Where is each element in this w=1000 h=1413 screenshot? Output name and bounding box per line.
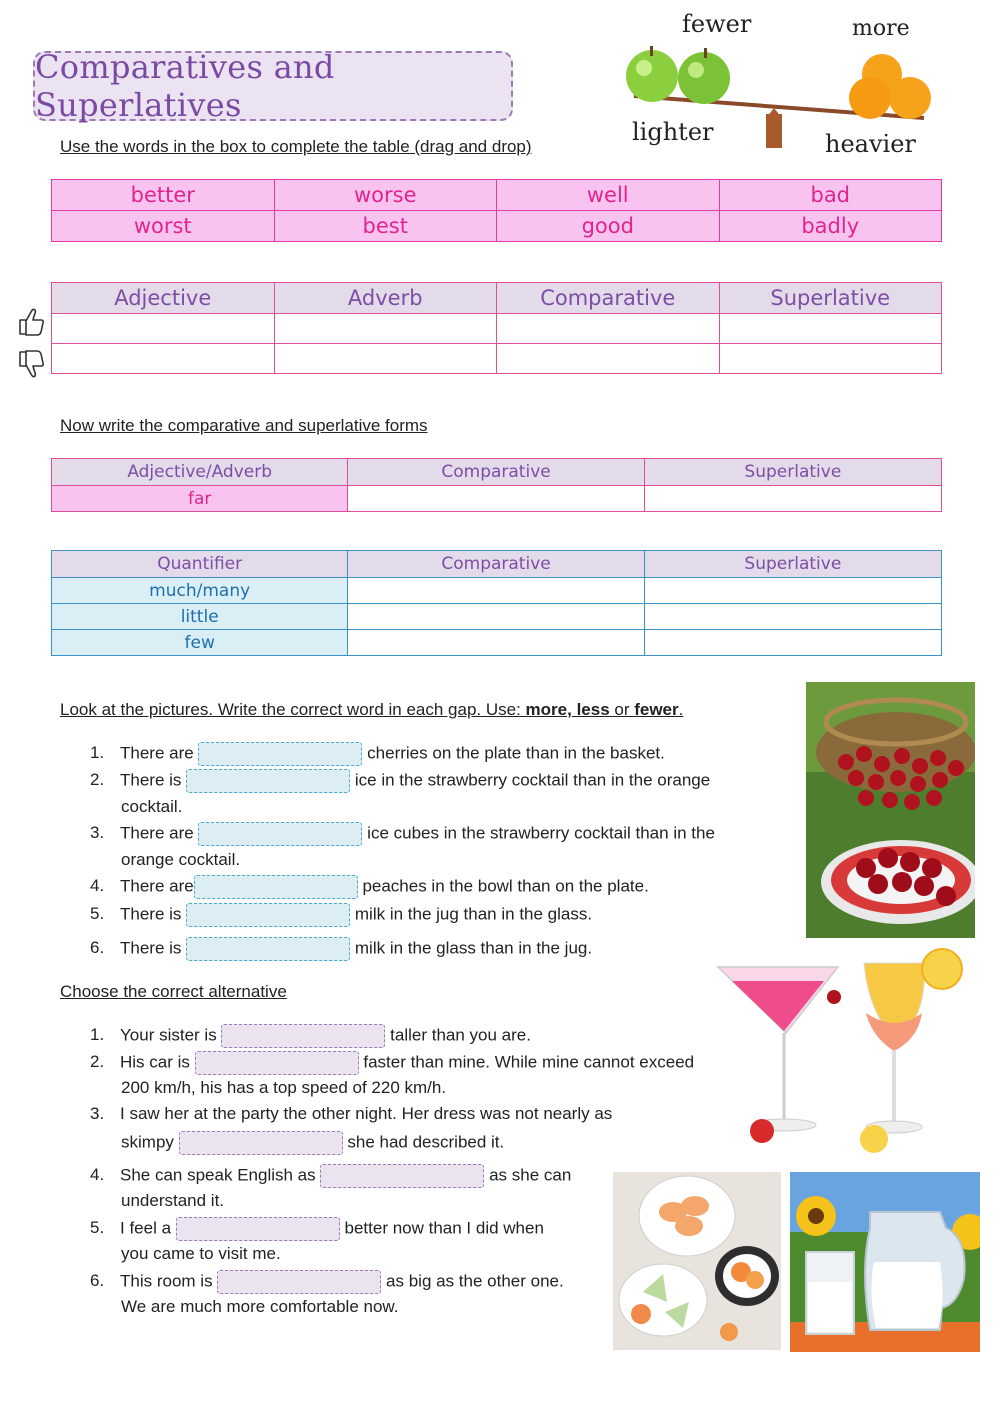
choice-gap-6[interactable] [217, 1270, 381, 1294]
item-text: Your sister is [120, 1025, 217, 1045]
thumbs-down-icon [16, 348, 46, 382]
item-text: as she can [489, 1165, 572, 1185]
peaches-picture [613, 1172, 781, 1350]
word-tile-best[interactable]: best [274, 211, 497, 242]
word-much-many: much/many [52, 578, 348, 604]
item-continuation: 200 km/h, his has a top speed of 220 km/h. [121, 1078, 447, 1097]
choice-gap-1[interactable] [221, 1024, 385, 1048]
quantifier-header-row [52, 551, 942, 578]
drop-zone[interactable] [497, 344, 720, 374]
category-header-row [52, 283, 942, 314]
word-tile-better[interactable]: better [52, 180, 275, 211]
item-text: better now than I did when [344, 1218, 544, 1238]
far-header-row [52, 459, 942, 486]
item-text: taller than you are. [390, 1025, 531, 1045]
item-text: ice cubes in the strawberry cocktail than in the [367, 823, 715, 843]
word-tile-badly[interactable]: badly [719, 211, 942, 242]
drop-zone[interactable] [497, 314, 720, 344]
word-bank-row [52, 211, 942, 242]
instruction-look-pictures [60, 700, 683, 720]
answer-field[interactable] [644, 630, 941, 656]
item-continuation: understand it. [121, 1191, 225, 1210]
exercise-item [90, 769, 790, 793]
drop-zone[interactable] [719, 344, 942, 374]
drop-zone[interactable] [274, 344, 497, 374]
item-continuation: We are much more comfortable now. [121, 1297, 399, 1316]
word-tile-worst[interactable]: worst [52, 211, 275, 242]
choice-gap-3[interactable] [179, 1131, 343, 1155]
answer-gap-5[interactable] [186, 903, 350, 927]
item-number: 6. [90, 938, 105, 958]
answer-field[interactable] [644, 578, 941, 604]
word-bank-table [51, 179, 942, 242]
answer-field[interactable] [644, 486, 941, 512]
choice-gap-4[interactable] [320, 1164, 484, 1188]
header-comparative: Comparative [348, 551, 644, 578]
item-number: 1. [90, 743, 105, 763]
answer-gap-3[interactable] [198, 822, 362, 846]
item-number: 5. [90, 904, 105, 924]
table-row [52, 630, 942, 656]
item-number: 5. [90, 1218, 105, 1238]
table-row [52, 486, 942, 512]
far-table [51, 458, 942, 512]
item-text: His car is [120, 1052, 190, 1072]
item-text: milk in the jug than in the glass. [354, 904, 593, 924]
exercise-item [90, 742, 790, 766]
drop-row-positive [52, 314, 942, 344]
item-continuation: cocktail. [121, 797, 183, 816]
word-tile-worse[interactable]: worse [274, 180, 497, 211]
quantifier-table [51, 550, 942, 656]
item-text: ice in the strawberry cocktail than in the orange [354, 770, 711, 790]
thumbs-up-icon [16, 304, 46, 338]
answer-field[interactable] [348, 486, 644, 512]
item-number: 4. [90, 876, 105, 896]
exercise-item [90, 822, 790, 846]
item-text: I saw her at the party the other night. Her dress was not nearly as [120, 1104, 613, 1123]
table-row [52, 578, 942, 604]
header-superlative: Superlative [644, 459, 941, 486]
word-far: far [52, 486, 348, 512]
option-more: more, [525, 700, 572, 719]
drop-zone[interactable] [274, 314, 497, 344]
exercise-item [90, 1164, 610, 1188]
item-text: faster than mine. While mine cannot exceed [363, 1052, 695, 1072]
item-continuation: you came to visit me. [121, 1244, 281, 1263]
option-fewer: fewer [634, 700, 679, 719]
item-number: 2. [90, 1052, 105, 1072]
item-text: There are [120, 823, 194, 843]
exercise-item [90, 1051, 750, 1075]
instruction-choose-alternative: Choose the correct alternative [60, 982, 287, 1001]
item-text: There is [120, 904, 182, 924]
answer-field[interactable] [348, 578, 644, 604]
exercise-item [90, 937, 790, 961]
milk-picture [790, 1172, 980, 1352]
item-text: This room is [120, 1271, 213, 1291]
item-number: 4. [90, 1165, 105, 1185]
table-row [52, 604, 942, 630]
instruction-text: Look at the pictures. Write the correct word in each gap. Use: [60, 700, 526, 719]
category-table [51, 282, 942, 374]
instruction-drag-drop: Use the words in the box to complete the table (drag and drop) [60, 137, 532, 156]
word-tile-well[interactable]: well [497, 180, 720, 211]
item-text: cherries on the plate than in the basket. [367, 743, 665, 763]
item-text: skimpy [121, 1132, 174, 1152]
item-text: she had described it. [347, 1132, 505, 1152]
word-tile-bad[interactable]: bad [719, 180, 942, 211]
header-comparative: Comparative [497, 283, 720, 314]
item-continuation [121, 1131, 504, 1155]
exercise-item [90, 1024, 750, 1048]
exercise-item [90, 903, 790, 927]
header-superlative: Superlative [719, 283, 942, 314]
header-adjective: Adjective [52, 283, 275, 314]
answer-gap-4[interactable] [194, 875, 358, 899]
word-tile-good[interactable]: good [497, 211, 720, 242]
page-title: Comparatives and Superlatives [35, 48, 335, 124]
cocktails-picture [714, 943, 998, 1165]
answer-gap-6[interactable] [186, 937, 350, 961]
cherries-picture [806, 682, 975, 938]
drop-zone[interactable] [52, 314, 275, 344]
answer-gap-1[interactable] [198, 742, 362, 766]
exercise-item [90, 1217, 610, 1241]
header-comparative: Comparative [348, 459, 644, 486]
header-adjective-adverb: Adjective/Adverb [52, 459, 348, 486]
header-quantifier: Quantifier [52, 551, 348, 578]
header-superlative: Superlative [644, 551, 941, 578]
scale-label-fewer: fewer [682, 10, 752, 38]
header-adverb: Adverb [274, 283, 497, 314]
scale-label-more: more [852, 16, 910, 41]
instruction-period: . [678, 700, 684, 719]
item-text: peaches in the bowl than on the plate. [362, 876, 649, 896]
word-bank-row [52, 180, 942, 211]
scale-label-heavier: heavier [825, 130, 916, 158]
drop-row-negative [52, 344, 942, 374]
item-text: as big as the other one. [386, 1271, 564, 1291]
option-less: less [576, 700, 610, 719]
item-text: She can speak English as [120, 1165, 316, 1185]
drop-zone[interactable] [52, 344, 275, 374]
instruction-or: or [609, 700, 635, 719]
word-few: few [52, 630, 348, 656]
item-text: I feel a [120, 1218, 172, 1238]
answer-field[interactable] [644, 604, 941, 630]
item-continuation: orange cocktail. [121, 850, 241, 869]
item-text: There is [120, 770, 182, 790]
item-text: There are [120, 743, 194, 763]
item-number: 3. [90, 1104, 105, 1123]
item-text: There are [120, 876, 194, 896]
answer-field[interactable] [348, 604, 644, 630]
choice-gap-5[interactable] [176, 1217, 340, 1241]
scale-illustration [620, 8, 950, 163]
item-number: 1. [90, 1025, 105, 1045]
answer-field[interactable] [348, 630, 644, 656]
answer-gap-2[interactable] [186, 769, 350, 793]
title-box [33, 48, 513, 124]
item-number: 3. [90, 823, 105, 843]
item-number: 2. [90, 770, 105, 790]
choice-gap-2[interactable] [195, 1051, 359, 1075]
exercise-item [90, 875, 790, 899]
exercise-item [90, 1270, 610, 1294]
drop-zone[interactable] [719, 314, 942, 344]
word-little: little [52, 604, 348, 630]
item-number: 6. [90, 1271, 105, 1291]
instruction-write-forms: Now write the comparative and superlative forms [60, 416, 428, 435]
scale-label-lighter: lighter [632, 118, 714, 146]
item-text: There is [120, 938, 182, 958]
exercise-item [90, 1104, 730, 1124]
item-text: milk in the glass than in the jug. [354, 938, 593, 958]
